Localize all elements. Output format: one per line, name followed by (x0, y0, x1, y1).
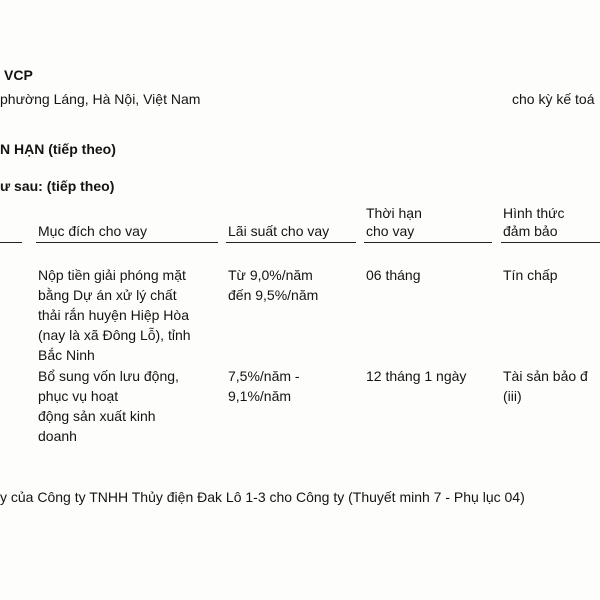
row1-interest-line1: Từ 9,0%/năm (228, 267, 313, 283)
col-header-collateral-line2: đảm bảo (503, 223, 558, 239)
col-header-term-line1: Thời hạn (366, 205, 422, 221)
row2-interest-line2: 9,1%/năm (228, 388, 292, 404)
row2-term: 12 tháng 1 ngày (366, 368, 467, 384)
col-header-term-line2: cho vay (366, 223, 415, 239)
subsection-title: ư sau: (tiếp theo) (0, 178, 115, 194)
row2-purpose-line1: Bổ sung vốn lưu động, (38, 368, 179, 384)
row2-interest-line1: 7,5%/năm - (228, 368, 300, 384)
row2-purpose-line3: động sản xuất kinh (38, 408, 156, 424)
footnote: y của Công ty TNHH Thủy điện Đak Lô 1-3 cho Công ty (Thuyết minh 7 - Phụ lục 04) (0, 489, 525, 505)
row2-collateral-line1: Tài sản bảo đ (503, 368, 588, 384)
header-underline-first (0, 242, 22, 243)
header-underline-purpose (36, 242, 218, 243)
header-underline-collateral (501, 242, 600, 243)
company-name: VCP (4, 67, 33, 83)
row1-collateral: Tín chấp (503, 267, 558, 283)
header-underline-term (364, 242, 492, 243)
row2-collateral-line2: (iii) (503, 388, 522, 404)
section-title: N HẠN (tiếp theo) (0, 141, 116, 157)
col-header-interest: Lãi suất cho vay (228, 223, 330, 239)
company-address: phường Láng, Hà Nội, Việt Nam (0, 91, 201, 107)
header-underline-interest (226, 242, 356, 243)
row1-interest-line2: đến 9,5%/năm (228, 287, 319, 303)
row1-purpose-line3: thải rắn huyện Hiệp Hòa (38, 307, 189, 323)
row1-purpose-line2: bằng Dự án xử lý chất (38, 287, 177, 303)
row1-term: 06 tháng (366, 267, 421, 283)
row1-purpose-line5: Bắc Ninh (38, 347, 95, 363)
report-period: cho kỳ kế toá (512, 91, 595, 107)
col-header-purpose: Mục đích cho vay (38, 223, 147, 239)
row1-purpose-line4: (nay là xã Đông Lỗ), tỉnh (38, 327, 191, 343)
col-header-collateral-line1: Hình thức (503, 205, 565, 221)
row2-purpose-line2: phục vụ hoạt (38, 388, 119, 404)
row1-purpose-line1: Nộp tiền giải phóng mặt (38, 267, 186, 283)
row2-purpose-line4: doanh (38, 428, 77, 444)
